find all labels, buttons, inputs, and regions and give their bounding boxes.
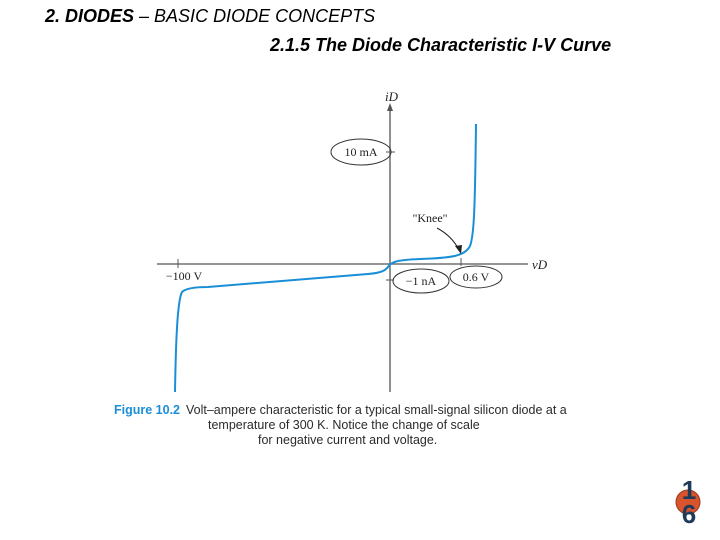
slide-title-topic: – BASIC DIODE CONCEPTS (134, 6, 376, 26)
figure-caption (114, 403, 567, 448)
label-knee: "Knee" (412, 211, 448, 225)
caption-line-1: Volt–ampere characteristic for a typical small-signal silicon diode at a (186, 403, 567, 417)
caption-label: Figure 10.2 (114, 403, 180, 417)
page-number-bottom: 6 (681, 499, 697, 529)
slide-subtitle: 2.1.5 The Diode Characteristic I-V Curve (270, 35, 612, 55)
slide-title-chapter: 2. DIODES (45, 6, 135, 26)
page-number-top: 1 (681, 475, 697, 505)
knee-arrowhead (455, 245, 462, 254)
page-number (675, 475, 703, 529)
label-neg100v: −100 V (165, 269, 203, 283)
iv-curve (175, 124, 476, 392)
x-axis-label: vD (532, 257, 548, 272)
label-06v: 0.6 V (462, 270, 490, 284)
y-axis-arrow (387, 103, 393, 111)
caption-line-2: temperature of 300 K. Notice the change of scale (208, 418, 480, 432)
caption-line-3: for negative current and voltage. (258, 433, 438, 447)
y-axis-label: iD (385, 89, 398, 104)
label-neg1na: −1 nA (405, 274, 437, 288)
label-10ma: 10 mA (344, 145, 378, 159)
